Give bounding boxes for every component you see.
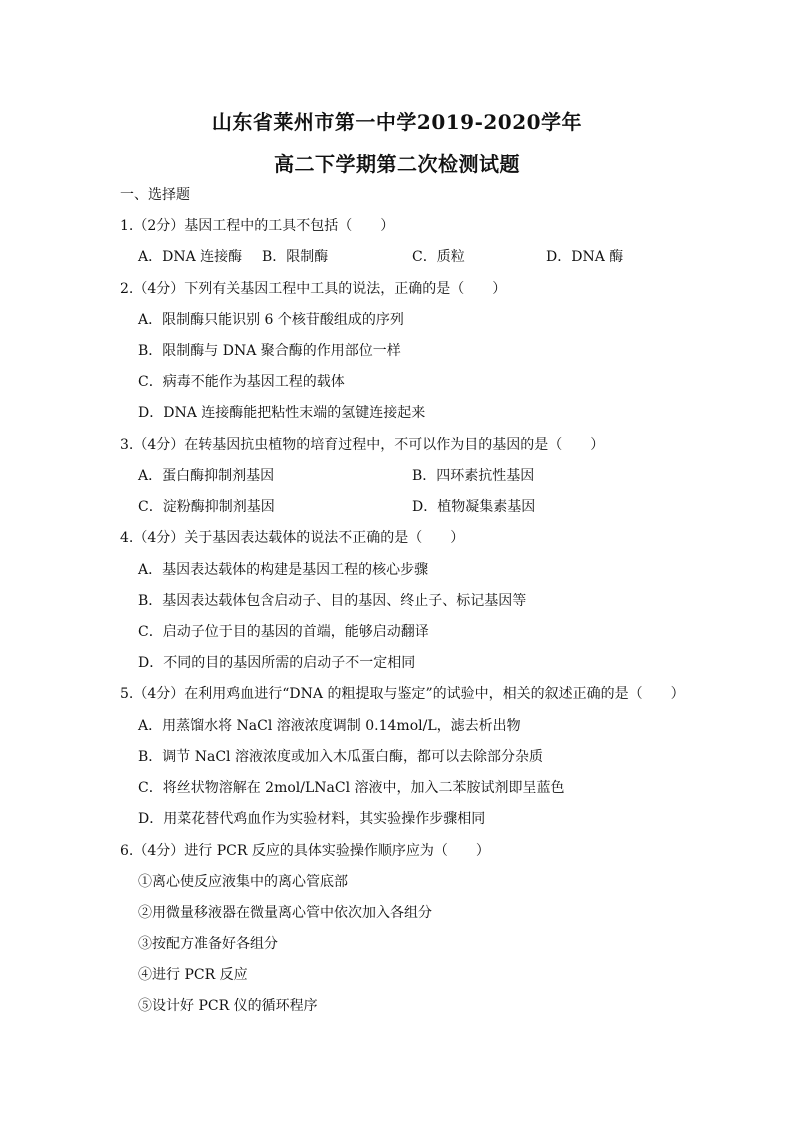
question-2-option-b: B．限制酶与 DNA 聚合酶的作用部位一样 [138, 343, 401, 359]
question-6-step-2: ②用微量移液器在微量离心管中依次加入各组分 [138, 905, 432, 921]
question-2-option-a: A．限制酶只能识别 6 个核苷酸组成的序列 [138, 312, 404, 328]
question-4-stem: 4.（4分）关于基因表达载体的说法不正确的是（ ） [120, 530, 465, 546]
question-2-stem: 2.（4分）下列有关基因工程中工具的说法，正确的是（ ） [120, 281, 507, 297]
question-4-option-d: D．不同的目的基因所需的启动子不一定相同 [138, 655, 416, 671]
question-1-option-a: A．DNA 连接酶 [138, 249, 243, 265]
question-4-option-b: B．基因表达载体包含启动子、目的基因、终止子、标记基因等 [138, 593, 527, 609]
section-heading: 一、选择题 [120, 187, 190, 203]
question-4-option-a: A．基因表达载体的构建是基因工程的核心步骤 [138, 562, 429, 578]
question-6-step-3: ③按配方准备好各组分 [138, 936, 278, 952]
question-1-stem: 1.（2分）基因工程中的工具不包括（ ） [120, 218, 395, 234]
question-3-stem: 3.（4分）在转基因抗虫植物的培育过程中，不可以作为目的基因的是（ ） [120, 437, 605, 453]
question-2-option-c: C．病毒不能作为基因工程的载体 [138, 374, 345, 390]
question-3-option-b: B．四环素抗性基因 [412, 468, 535, 484]
question-2-option-d: D．DNA 连接酶能把粘性末端的氢键连接起来 [138, 405, 426, 421]
question-4-option-c: C．启动子位于目的基因的首端，能够启动翻译 [138, 624, 429, 640]
question-5-option-d: D．用菜花替代鸡血作为实验材料，其实验操作步骤相同 [138, 811, 486, 827]
question-6-step-1: ①离心使反应液集中的离心管底部 [138, 874, 348, 890]
question-6-step-4: ④进行 PCR 反应 [138, 967, 248, 983]
question-3-option-c: C．淀粉酶抑制剂基因 [138, 499, 275, 515]
question-1-option-b: B．限制酶 [262, 249, 329, 265]
question-5-stem: 5.（4分）在利用鸡血进行“DNA 的粗提取与鉴定”的试验中，相关的叙述正确的是（ ） [120, 686, 685, 702]
document-title-line-1: 山东省莱州市第一中学2019-2020学年 [211, 110, 583, 134]
question-5-option-c: C．将丝状物溶解在 2mol/LNaCl 溶液中，加入二苯胺试剂即呈蓝色 [138, 780, 565, 796]
question-3-option-d: D．植物凝集素基因 [412, 499, 536, 515]
question-1-option-d: D．DNA 酶 [546, 249, 624, 265]
question-1-option-c: C．质粒 [412, 249, 465, 265]
question-5-option-b: B．调节 NaCl 溶液浓度或加入木瓜蛋白酶，都可以去除部分杂质 [138, 749, 543, 765]
question-6-step-5: ⑤设计好 PCR 仪的循环程序 [138, 998, 318, 1014]
question-5-option-a: A．用蒸馏水将 NaCl 溶液浓度调制 0.14mol/L，滤去析出物 [138, 718, 521, 734]
question-6-stem: 6.（4分）进行 PCR 反应的具体实验操作顺序应为（ ） [120, 843, 490, 859]
question-3-option-a: A．蛋白酶抑制剂基因 [138, 468, 275, 484]
document-title-line-2: 高二下学期第二次检测试题 [274, 152, 520, 176]
